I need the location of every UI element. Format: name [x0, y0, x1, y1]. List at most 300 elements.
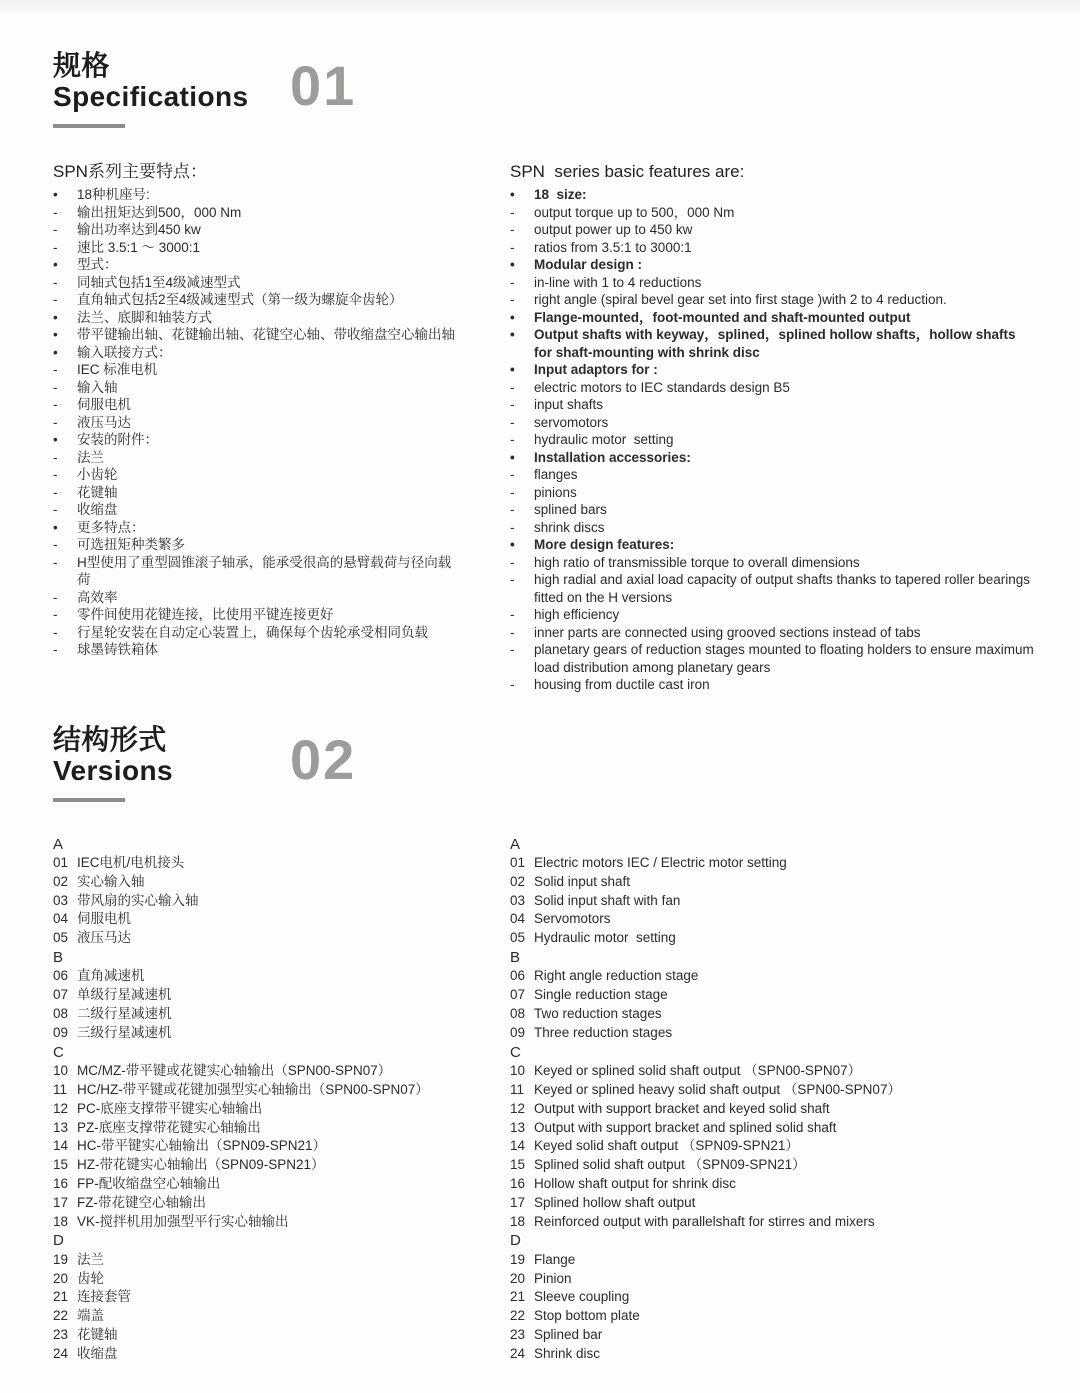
feature-item — [510, 186, 1034, 204]
version-item — [510, 1251, 1034, 1270]
feature-item — [53, 589, 463, 607]
feature-text: 输出功率达到450 kw — [77, 222, 201, 237]
versions-header — [53, 724, 1034, 802]
dash-marker: - — [510, 677, 515, 692]
dash-marker: - — [53, 397, 58, 412]
version-text: 齿轮 — [77, 1270, 104, 1286]
version-item — [53, 1307, 463, 1326]
dash-marker: - — [510, 274, 515, 290]
version-number: 17 — [53, 1194, 69, 1210]
feature-item — [53, 484, 463, 502]
version-item — [53, 1251, 463, 1270]
version-item — [510, 1175, 1034, 1194]
bullet-dot-marker: • — [53, 327, 58, 342]
version-number: 19 — [510, 1251, 526, 1267]
feature-item — [53, 256, 463, 274]
dash-marker: - — [510, 292, 515, 307]
version-number: 20 — [53, 1270, 69, 1286]
version-item — [510, 854, 1034, 873]
version-text: 法兰 — [77, 1251, 104, 1267]
version-text: 带风扇的实心输入轴 — [77, 892, 199, 908]
feature-item — [53, 326, 463, 344]
version-text: Reinforced output with parallelshaft for stirres and mixers — [534, 1213, 875, 1229]
feature-item — [510, 291, 1034, 309]
version-item — [510, 1345, 1034, 1364]
version-item — [510, 1194, 1034, 1213]
version-number: 02 — [510, 873, 526, 889]
bullet-dot-marker: • — [53, 187, 58, 202]
version-number: 18 — [510, 1213, 526, 1229]
feature-text: 安装的附件： — [77, 432, 158, 447]
feature-text: 法兰 — [77, 449, 104, 465]
features-heading: SPN series basic features are: — [510, 162, 745, 181]
version-item — [53, 910, 463, 929]
bullet-dot-marker: • — [510, 187, 515, 202]
version-item — [53, 1137, 463, 1156]
bullet-dot-marker: • — [510, 257, 515, 272]
version-number: 14 — [53, 1138, 69, 1154]
feature-text: high radial and axial load capacity of output shafts thanks to tapered roller bearings fitted on the H versions — [534, 572, 1034, 605]
version-text: Solid input shaft — [534, 873, 631, 889]
feature-item — [53, 501, 463, 519]
version-number: 17 — [510, 1194, 526, 1210]
version-text: IEC电机/电机接头 — [77, 855, 185, 870]
version-item — [53, 1175, 463, 1194]
feature-text: output torque up to 500，000 Nm — [534, 204, 735, 220]
version-item — [510, 1156, 1034, 1175]
feature-item — [53, 606, 463, 624]
version-number: 02 — [53, 873, 69, 889]
version-number: 12 — [53, 1100, 69, 1116]
dash-marker: - — [53, 642, 58, 657]
version-item — [53, 854, 463, 873]
version-item — [510, 1100, 1034, 1119]
feature-item — [53, 204, 463, 222]
dash-marker: - — [510, 239, 515, 255]
version-number: 09 — [53, 1024, 69, 1040]
version-item — [510, 1137, 1034, 1156]
bullet-dot-marker: • — [53, 519, 58, 535]
version-text: Right angle reduction stage — [534, 968, 699, 984]
bullet-dot-marker: • — [510, 362, 515, 377]
version-number: 21 — [53, 1289, 69, 1305]
feature-text: 同轴式包括1至4级减速型式 — [77, 274, 241, 290]
version-number: 08 — [510, 1006, 526, 1022]
group-letter: C — [53, 1043, 64, 1061]
version-item — [510, 1307, 1034, 1326]
version-text: Solid input shaft with fan — [534, 892, 681, 908]
section-versions — [53, 724, 1034, 1364]
version-text: Electric motors IEC / Electric motor setting — [534, 855, 787, 870]
version-number: 09 — [510, 1024, 526, 1040]
version-item — [53, 1005, 463, 1024]
feature-text: Output shafts with keyway，splined，splined hollow shafts，hollow shafts for shaft-mounting with shrink disc — [534, 327, 1020, 360]
feature-item — [510, 571, 1034, 606]
version-text: HZ-带花键实心轴输出（SPN09-SPN21） — [77, 1157, 325, 1173]
feature-text: inner parts are connected using grooved sections instead of tabs — [534, 624, 921, 640]
version-text: 连接套管 — [77, 1289, 131, 1305]
feature-item — [510, 221, 1034, 239]
feature-text: servomotors — [534, 414, 609, 430]
version-number: 15 — [53, 1157, 69, 1173]
version-item — [53, 892, 463, 911]
feature-item — [53, 641, 463, 659]
version-number: 18 — [53, 1213, 69, 1229]
version-text: Stop bottom plate — [534, 1308, 640, 1324]
bullet-dot-marker: • — [53, 432, 58, 447]
version-text: 收缩盘 — [77, 1345, 118, 1361]
feature-item — [510, 361, 1034, 379]
dash-marker: - — [53, 449, 58, 465]
version-number: 06 — [510, 968, 526, 984]
version-item — [510, 1005, 1034, 1024]
version-number: 03 — [53, 892, 69, 908]
version-item — [53, 1081, 463, 1100]
title-underline — [53, 124, 125, 128]
dash-marker: - — [510, 502, 515, 517]
feature-text: 液压马达 — [77, 414, 131, 430]
bullet-dot-marker: • — [510, 309, 515, 325]
version-number: 07 — [53, 987, 69, 1003]
feature-text: H型使用了重型圆锥滚子轴承，能承受很高的悬臂载荷与径向载荷 — [77, 554, 452, 587]
version-number: 04 — [53, 911, 69, 927]
version-text: 液压马达 — [77, 930, 131, 946]
version-number: 21 — [510, 1289, 526, 1305]
feature-text: Input adaptors for : — [534, 362, 658, 377]
feature-item — [53, 361, 463, 379]
dash-marker: - — [510, 467, 515, 482]
version-text: Sleeve coupling — [534, 1289, 630, 1305]
feature-item — [53, 449, 463, 467]
version-text: Splined bar — [534, 1327, 603, 1343]
version-number: 01 — [53, 855, 69, 870]
feature-text: hydraulic motor setting — [534, 432, 674, 447]
feature-item — [510, 466, 1034, 484]
version-text: 实心输入轴 — [77, 873, 145, 889]
version-text: Output with support bracket and keyed solid shaft — [534, 1100, 830, 1116]
dash-marker: - — [53, 502, 58, 517]
version-item — [510, 929, 1034, 948]
section-number: 02 — [290, 727, 357, 791]
version-text: VK-搅拌机用加强型平行实心轴输出 — [77, 1213, 289, 1229]
version-number: 16 — [510, 1175, 526, 1191]
dash-marker: - — [53, 292, 58, 307]
version-number: 11 — [510, 1081, 525, 1097]
version-number: 19 — [53, 1251, 69, 1267]
feature-text: input shafts — [534, 397, 604, 412]
bullet-dot-marker: • — [53, 309, 58, 325]
dash-marker: - — [510, 484, 515, 500]
version-text: Pinion — [534, 1270, 572, 1286]
feature-item — [53, 239, 463, 257]
version-text: Splined hollow shaft output — [534, 1194, 696, 1210]
feature-text: flanges — [534, 467, 578, 482]
feature-text: electric motors to IEC standards design B5 — [534, 379, 790, 395]
feature-item — [510, 606, 1034, 624]
version-number: 05 — [510, 930, 526, 946]
versions-columns — [53, 835, 1034, 1364]
bullet-dot-marker: • — [510, 537, 515, 552]
version-item — [510, 892, 1034, 911]
version-number: 22 — [510, 1308, 526, 1324]
version-item — [53, 1194, 463, 1213]
dash-marker: - — [510, 222, 515, 237]
version-item — [53, 1288, 463, 1307]
versions-list-zh — [53, 835, 463, 1364]
version-item — [53, 1100, 463, 1119]
bullet-dot-marker: • — [53, 257, 58, 272]
feature-item — [510, 274, 1034, 292]
group-letter: A — [53, 835, 64, 853]
feature-item — [510, 484, 1034, 502]
group-letter: B — [53, 948, 64, 966]
version-number: 22 — [53, 1308, 69, 1324]
feature-text: 18 size: — [534, 187, 587, 202]
feature-text: 零件间使用花键连接，比使用平键连接更好 — [77, 607, 334, 622]
version-text: Two reduction stages — [534, 1006, 662, 1022]
feature-item — [510, 431, 1034, 449]
version-item — [510, 1270, 1034, 1289]
feature-text: 输入联接方式： — [77, 344, 172, 360]
version-number: 23 — [53, 1327, 69, 1343]
version-text: Hydraulic motor setting — [534, 930, 676, 946]
feature-item — [510, 676, 1034, 694]
dash-marker: - — [53, 239, 58, 255]
bullet-dot-marker: • — [510, 449, 515, 465]
version-item — [510, 1326, 1034, 1345]
version-number: 14 — [510, 1138, 526, 1154]
feature-item — [53, 186, 463, 204]
feature-text: IEC 标准电机 — [77, 362, 158, 377]
version-number: 11 — [53, 1081, 68, 1097]
feature-text: 输出扭矩达到500，000 Nm — [77, 204, 242, 220]
version-item — [510, 910, 1034, 929]
version-item — [510, 1288, 1034, 1307]
bullet-dot-marker: • — [53, 344, 58, 360]
feature-text: high efficiency — [534, 607, 620, 622]
version-item — [510, 1213, 1034, 1232]
feature-item — [510, 554, 1034, 572]
version-number: 10 — [510, 1063, 526, 1079]
dash-marker: - — [53, 414, 58, 430]
section-specifications — [53, 50, 1038, 694]
section-title-zh: 结构形式 — [53, 723, 167, 755]
version-item — [53, 967, 463, 986]
feature-item — [53, 624, 463, 642]
dash-marker: - — [53, 554, 58, 570]
dash-marker: - — [53, 379, 58, 395]
version-text: MC/MZ-带平键或花键实心轴输出（SPN00-SPN07） — [77, 1063, 392, 1079]
version-text: 直角减速机 — [77, 968, 145, 984]
feature-item — [510, 379, 1034, 397]
versions-list-en — [510, 835, 1034, 1364]
features-heading: SPN系列主要特点： — [53, 162, 207, 181]
section-title-en: Specifications — [53, 81, 249, 112]
version-number: 05 — [53, 930, 69, 946]
section-title-en: Versions — [53, 754, 173, 786]
version-item — [53, 1062, 463, 1081]
feature-text: splined bars — [534, 502, 607, 517]
version-text: 二级行星减速机 — [77, 1006, 172, 1022]
feature-text: high ratio of transmissible torque to overall dimensions — [534, 554, 860, 570]
version-item — [510, 1024, 1034, 1043]
version-number: 08 — [53, 1006, 69, 1022]
feature-text: housing from ductile cast iron — [534, 677, 710, 692]
feature-text: 18种机座号: — [77, 187, 150, 202]
version-number: 23 — [510, 1327, 526, 1343]
version-number: 24 — [53, 1345, 69, 1361]
dash-marker: - — [53, 467, 58, 482]
feature-text: ratios from 3.5:1 to 3000:1 — [534, 239, 692, 255]
feature-text: 小齿轮 — [77, 467, 118, 482]
feature-text: 型式： — [77, 257, 118, 272]
version-text: 端盖 — [77, 1308, 104, 1324]
feature-item — [510, 536, 1034, 554]
feature-text: 花键轴 — [77, 484, 118, 500]
version-number: 07 — [510, 987, 526, 1003]
version-number: 01 — [510, 855, 526, 870]
version-item — [53, 1326, 463, 1345]
feature-text: Flange-mounted，foot-mounted and shaft-mounted output — [534, 309, 911, 325]
version-text: HC-带平键实心轴输出（SPN09-SPN21） — [77, 1138, 327, 1154]
feature-item — [53, 466, 463, 484]
dash-marker: - — [510, 379, 515, 395]
version-text: Flange — [534, 1251, 576, 1267]
dash-marker: - — [53, 362, 58, 377]
dash-marker: - — [510, 572, 515, 587]
dash-marker: - — [53, 204, 58, 220]
feature-text: 直角轴式包括2至4级减速型式（第一级为螺旋伞齿轮） — [77, 292, 403, 307]
version-item — [53, 986, 463, 1005]
version-item — [53, 1213, 463, 1232]
feature-item — [510, 641, 1038, 676]
feature-item — [53, 379, 463, 397]
feature-text: 球墨铸铁箱体 — [77, 642, 158, 657]
feature-text: Installation accessories: — [534, 449, 691, 465]
feature-item — [53, 554, 463, 589]
feature-item — [510, 449, 1034, 467]
version-number: 20 — [510, 1270, 526, 1286]
version-text: Three reduction stages — [534, 1024, 673, 1040]
dash-marker: - — [53, 274, 58, 290]
dash-marker: - — [510, 204, 515, 220]
dash-marker: - — [53, 624, 58, 640]
version-text: Hollow shaft output for shrink disc — [534, 1175, 736, 1191]
feature-text: pinions — [534, 484, 577, 500]
version-text: FP-配收缩盘空心轴输出 — [77, 1175, 221, 1191]
dash-marker: - — [510, 607, 515, 622]
feature-text: 法兰、底脚和轴装方式 — [77, 309, 212, 325]
feature-text: 速比 3.5:1 ～ 3000:1 — [77, 239, 201, 255]
feature-text: shrink discs — [534, 519, 605, 535]
dash-marker: - — [510, 397, 515, 412]
group-letter: D — [53, 1232, 64, 1250]
version-item — [53, 1270, 463, 1289]
feature-item — [510, 519, 1034, 537]
specifications-header — [53, 50, 1034, 128]
version-text: Keyed or splined heavy solid shaft output （SPN00-SPN07） — [534, 1081, 901, 1097]
feature-text: right angle (spiral bevel gear set into first stage )with 2 to 4 reduction. — [534, 292, 947, 307]
feature-item — [53, 396, 463, 414]
feature-item — [510, 501, 1034, 519]
feature-item — [510, 204, 1034, 222]
feature-text: planetary gears of reduction stages mounted to floating holders to ensure maximum load distribution among planetary gears — [534, 642, 1038, 675]
feature-item — [53, 274, 463, 292]
version-number: 24 — [510, 1345, 526, 1361]
feature-text: 行星轮安装在自动定心装置上，确保每个齿轮承受相同负载 — [77, 624, 428, 640]
version-number: 15 — [510, 1157, 526, 1173]
feature-text: 伺服电机 — [77, 397, 131, 412]
feature-item — [53, 309, 463, 327]
version-item — [510, 986, 1034, 1005]
version-item — [510, 1062, 1034, 1081]
group-letter: C — [510, 1043, 521, 1061]
version-item — [53, 1119, 463, 1138]
section-title-zh: 规格 — [53, 50, 110, 81]
feature-text: in-line with 1 to 4 reductions — [534, 274, 702, 290]
specifications-columns — [53, 161, 1038, 694]
version-number: 06 — [53, 968, 69, 984]
version-text: Output with support bracket and splined solid shaft — [534, 1119, 837, 1135]
version-item — [53, 873, 463, 892]
group-letter: B — [510, 948, 521, 966]
feature-text: Modular design : — [534, 257, 642, 272]
feature-item — [510, 414, 1034, 432]
feature-item — [53, 519, 463, 537]
feature-text: More design features: — [534, 537, 675, 552]
version-text: Shrink disc — [534, 1345, 601, 1361]
version-text: 伺服电机 — [77, 911, 131, 927]
feature-text: 更多特点： — [77, 519, 145, 535]
features-list-zh — [53, 161, 463, 694]
group-letter: A — [510, 835, 521, 853]
feature-item — [510, 396, 1034, 414]
feature-item — [510, 239, 1034, 257]
feature-item — [53, 221, 463, 239]
version-item — [53, 929, 463, 948]
dash-marker: - — [53, 222, 58, 237]
feature-item — [510, 256, 1034, 274]
version-item — [53, 1345, 463, 1364]
version-text: PZ-底座支撑带花键实心轴输出 — [77, 1119, 261, 1135]
feature-item — [510, 309, 1034, 327]
feature-text: 带平键输出轴、花键输出轴、花键空心轴、带收缩盘空心输出轴 — [77, 327, 455, 342]
feature-item — [53, 536, 463, 554]
dash-marker: - — [510, 554, 515, 570]
version-text: 单级行星减速机 — [77, 987, 172, 1003]
version-number: 13 — [510, 1119, 526, 1135]
feature-text: 输入轴 — [77, 379, 118, 395]
dash-marker: - — [510, 642, 515, 657]
bullet-dot-marker: • — [510, 327, 515, 342]
version-item — [510, 1119, 1034, 1138]
version-item — [510, 1081, 1034, 1100]
version-item — [53, 1156, 463, 1175]
version-text: Keyed solid shaft output （SPN09-SPN21） — [534, 1138, 799, 1154]
version-text: PC-底座支撑带平键实心轴输出 — [77, 1100, 263, 1116]
feature-item — [53, 431, 463, 449]
version-text: Splined solid shaft output （SPN09-SPN21） — [534, 1157, 806, 1173]
version-text: FZ-带花键空心轴输出 — [77, 1194, 206, 1210]
version-text: 花键轴 — [77, 1327, 118, 1343]
dash-marker: - — [53, 589, 58, 605]
dash-marker: - — [53, 484, 58, 500]
version-text: Keyed or splined solid shaft output （SPN00-SPN07） — [534, 1063, 862, 1079]
dash-marker: - — [53, 607, 58, 622]
version-number: 16 — [53, 1175, 69, 1191]
version-number: 04 — [510, 911, 526, 927]
version-number: 03 — [510, 892, 526, 908]
